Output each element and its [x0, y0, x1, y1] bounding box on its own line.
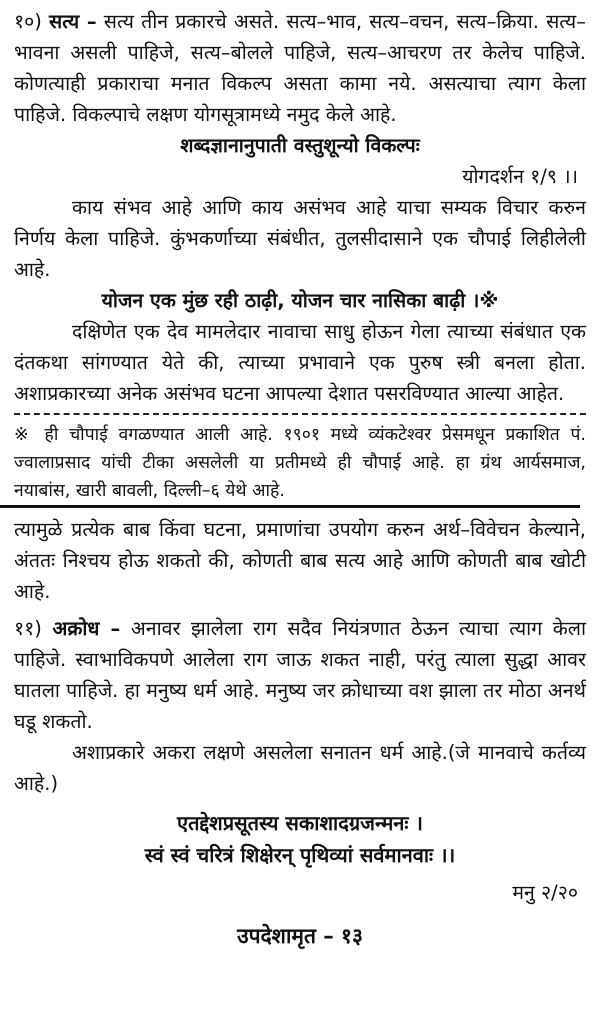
- section-11: [14, 613, 586, 737]
- verse-reference: मनु २/२०: [512, 881, 578, 904]
- page-footer: उपदेशामृत – १३: [237, 924, 363, 948]
- section-11-heading: अक्रोध –: [52, 617, 121, 640]
- verse-line-1: एतद्देशप्रसूतस्य सकाशादग्रजन्मनः ।: [177, 811, 423, 835]
- verse-line-2: स्वं स्वं चरित्रं शिक्षेरन् पृथिव्यां सर्वमानवाः ।।: [144, 843, 456, 867]
- chaupai-quote: योजन एक मुंछ रही ठाढ़ी, योजन चार नासिका बाढ़ी ।※: [101, 289, 499, 312]
- yoga-sutra: शब्दज्ञानानुपाती वस्तुशून्यो विकल्पः: [180, 134, 420, 157]
- paragraph-possibility: काय संभव आहे आणि काय असंभव आहे याचा सम्यक विचार करुन निर्णय केला पाहिजे. कुंभकर्णाच्या संबंधीत, तुलसीदासाने एक चौपाई लिहीलेली आहे.: [14, 196, 586, 281]
- footnote-block: [14, 421, 586, 505]
- section-10-heading: सत्य –: [49, 10, 97, 33]
- paragraph-legend: दक्षिणेत एक देव मामलेदार नावाचा साधु होऊन गेला त्याच्या संबंधात एक दंतकथा सांगण्यात येते की, त्याच्या प्रभावाने एक पुरुष स्त्री बनला होता. अशाप्रकारच्या अनेक असंभव घटना आपल्या देशात पसरविण्यात आल्या आहेत.: [14, 320, 586, 405]
- section-11-text: अनावर झालेला राग सदैव नियंत्रणात ठेऊन त्याचा त्याग केला पाहिजे. स्वाभाविकपणे आलेला राग जाऊ शकत नाही, परंतु त्याला सुद्धा आवर घातला पाहिजे. हा मनुष्य धर्म आहे. मनुष्य जर क्रोधाच्या वश झाला तर मोठा अनर्थ घडू शकतो.: [14, 617, 586, 733]
- footnote-underline: [0, 505, 580, 508]
- section-11-number: ११): [14, 617, 42, 640]
- section-10-number: १०): [14, 10, 42, 33]
- section-10: [14, 6, 586, 130]
- footnote-separator: [14, 413, 586, 415]
- paragraph-conclusion: त्यामुळे प्रत्येक बाब किंवा घटना, प्रमाणांचा उपयोग करुन अर्थ–विवेचन केल्याने, अंततः निश्चय होऊ शकतो की, कोणती बाब सत्य आहे आणि कोणती बाब खोटी आहे.: [14, 518, 586, 603]
- section-10-text: सत्य तीन प्रकारचे असते. सत्य–भाव, सत्य–वचन, सत्य–क्रिया. सत्य–भावना असली पाहिजे, सत्य–बोलले पाहिजे, सत्य–आचरण तर केलेच पाहिजे. कोणत्याही प्रकाराचा मनात विकल्प असता कामा नये. असत्याचा त्याग केला पाहिजे. विकल्पाचे लक्षण योगसूत्रामध्ये नमुद केले आहे.: [14, 10, 586, 126]
- yoga-sutra-reference: योगदर्शन १/९ ।।: [462, 165, 578, 188]
- footnote-text: ※ ही चौपाई वगळण्यात आली आहे. १९०१ मध्ये व्यंकटेश्वर प्रेसमधून प्रकाशित पं. ज्वालाप्रसाद यांची टीका असलेली या प्रतीमध्ये ही चौपाई आहे. हा ग्रंथ आर्यसमाज, नयाबांस, खारी बावली, दिल्ली–६ येथे आहे.: [14, 425, 586, 501]
- paragraph-summary: अशाप्रकारे अकरा लक्षणे असलेला सनातन धर्म आहे.(जे मानवाचे कर्तव्य आहे.): [14, 741, 586, 795]
- verse-block: [14, 807, 586, 871]
